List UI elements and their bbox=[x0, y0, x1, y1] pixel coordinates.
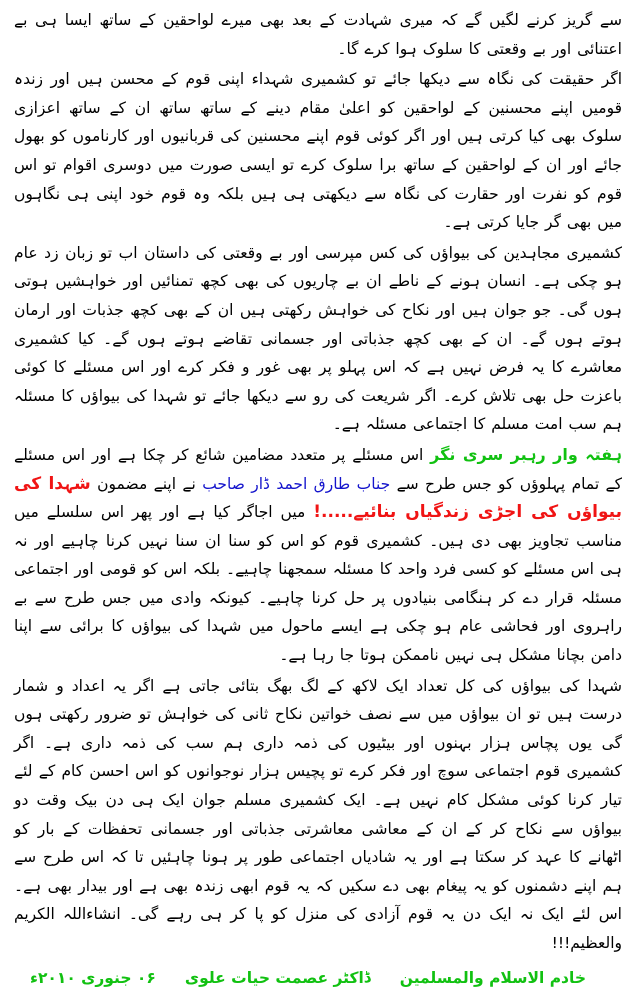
signature-date: ۰۶ جنوری ۲۰۱۰ء bbox=[30, 969, 156, 987]
paragraph-3: کشمیری مجاہدین کی بیواؤں کی کس مپرسی اور بے وقعتی کی داستان اب تو زبان زد عام ہو چکی ہے۔ انسان ہونے کے ناطے ان بے چاریوں کی بھی کچھ تمنائیں اور خواہشیں ہوتی ہوں گی۔ جو جوان ہیں اور نکاح کی خواہش رکھتی ہیں ان کے بھی کچھ جذبات اور ارمان ہوتے ہوں گے۔ ان کے بھی کچھ جذباتی اور جسمانی تقاضے ہوتے ہوں گے۔ کیا کشمیری معاشرے کا یہ فرض نہیں ہے کہ اس پہلو پر بھی غور و فکر کرے اور اس مسئلے کا کوئی باعزت حل بھی تلاش کرے۔ اگر شریعت کی رو سے دیکھا جائے تو شہدا کی بیواؤں کا مسئلہ ہم سب امت مسلم کا اجتماعی مسئلہ ہے۔ bbox=[14, 243, 622, 434]
paragraph-5: شہدا کی بیواؤں کی کل تعداد ایک لاکھ کے لگ بھگ بتائی جاتی ہے اگر یہ اعداد و شمار درست ہیں تو ان بیواؤں میں سے نصف خواتین نکاح ثانی کی خواہش تو ضرور رکھتی ہوں گی یوں پچاس ہزار بہنوں اور بیٹیوں کی ذمہ داری ہم سب کی ذمہ داری ہے۔ اگر کشمیری قوم اجتماعی سوچ اور فکر کرے تو پچیس ہزار نوجوانوں کو اس احسن کام کے لئے تیار کرنا کوئی مشکل کام نہیں ہے۔ ایک کشمیری مسلم جوان ایک ہی دن بیک وقت دو بیواؤں سے نکاح کر کے ان کے معاشی معاشرتی جذباتی اور جسمانی تحفظات کے بار کو اٹھانے کا عہد کر سکتا ہے اور یہ شادیاں اجتماعی طور پر ہونا چاہئیں تا کہ اس طرح سے ہم اپنے دشمنوں کو یہ پیغام بھی دے سکیں کہ یہ قوم ابھی زندہ بھی ہے اور بیدار بھی ہے۔ اس لئے ایک نہ ایک دن یہ قوم آزادی کی منزل کو پا کر ہی رہے گی۔ انشاءاللہ الکریم والعظیم!!! bbox=[14, 676, 622, 952]
paragraph-1: سے گریز کرنے لگیں گے کہ میری شہادت کے بعد بھی میرے لواحقین کے ساتھ ایسا ہی بے اعتنائی اور بے وقعتی کا سلوک ہوا کرے گا۔ bbox=[14, 11, 622, 58]
article-body bbox=[14, 6, 622, 958]
signature-servant: خادم الاسلام والمسلمین bbox=[399, 969, 586, 987]
signature-line bbox=[0, 963, 636, 993]
publication-name: ہفتہ وار رہبر سری نگر bbox=[430, 444, 622, 464]
paragraph-4-text-c: میں اجاگر کیا ہے اور پھر اس سلسلے میں مناسب تجاویز بھی دی ہیں۔ کشمیری قوم کو اس کو سنا ان سنا نہیں کرنا چاہیے اور نہ ہی اس مسئلے کو کسی فرد واحد کا مسئلہ سمجھنا چاہیے۔ بلکہ اس کو قومی اور اجتماعی مسئلہ قرار دے کر ہنگامی بنیادوں پر حل کرنا چاہیے۔ کیونکہ وادی میں جس طرح سے بے راہروی اور فحاشی عام ہو چکی ہے ایسے ماحول میں شہدا کی بیواؤں کا برائی سے اپنا دامن بچانا مشکل ہی نہیں ناممکن ہوتا جا رہا ہے۔ bbox=[14, 503, 622, 665]
paragraph-4-text-b: نے اپنے مضمون bbox=[97, 474, 196, 493]
paragraph-2: اگر حقیقت کی نگاہ سے دیکھا جائے تو کشمیری شہداء اپنی قوم کے محسن ہیں اور زندہ قومیں اپنے محسنین کے لواحقین کو اعلیٰ مقام دینے کے ساتھ ساتھ ان کے ساتھ اعزازی سلوک بھی کیا کرتی ہیں اور اگر کوئی قوم اپنے محسنین کی قربانیوں اور کارناموں کو بھول جائے اور ان کے لواحقین کے ساتھ برا سلوک کرے تو ایسی صورت میں دوسری اقوام تو اس قوم کو نفرت اور حقارت کی نگاہ سے دیکھتی ہی ہیں بلکہ وہ قوم خود اپنی ہی نگاہوں میں بھی گر جایا کرتی ہے۔ bbox=[14, 70, 622, 232]
signature-author: ڈاکٹر عصمت حیات علوی bbox=[184, 969, 371, 987]
article-title: شہدا کی بیواؤں کی اجڑی زندگیاں بنائیے.....! bbox=[14, 473, 622, 523]
author-name: جناب طارق احمد ڈار صاحب bbox=[202, 474, 391, 493]
paragraph-4-text-a: اس مسئلے پر متعدد مضامین شائع کر چکا ہے اور اس مسئلے کے تمام پہلوؤں کو جس طرح سے bbox=[14, 445, 622, 493]
paragraph-4 bbox=[14, 441, 622, 670]
